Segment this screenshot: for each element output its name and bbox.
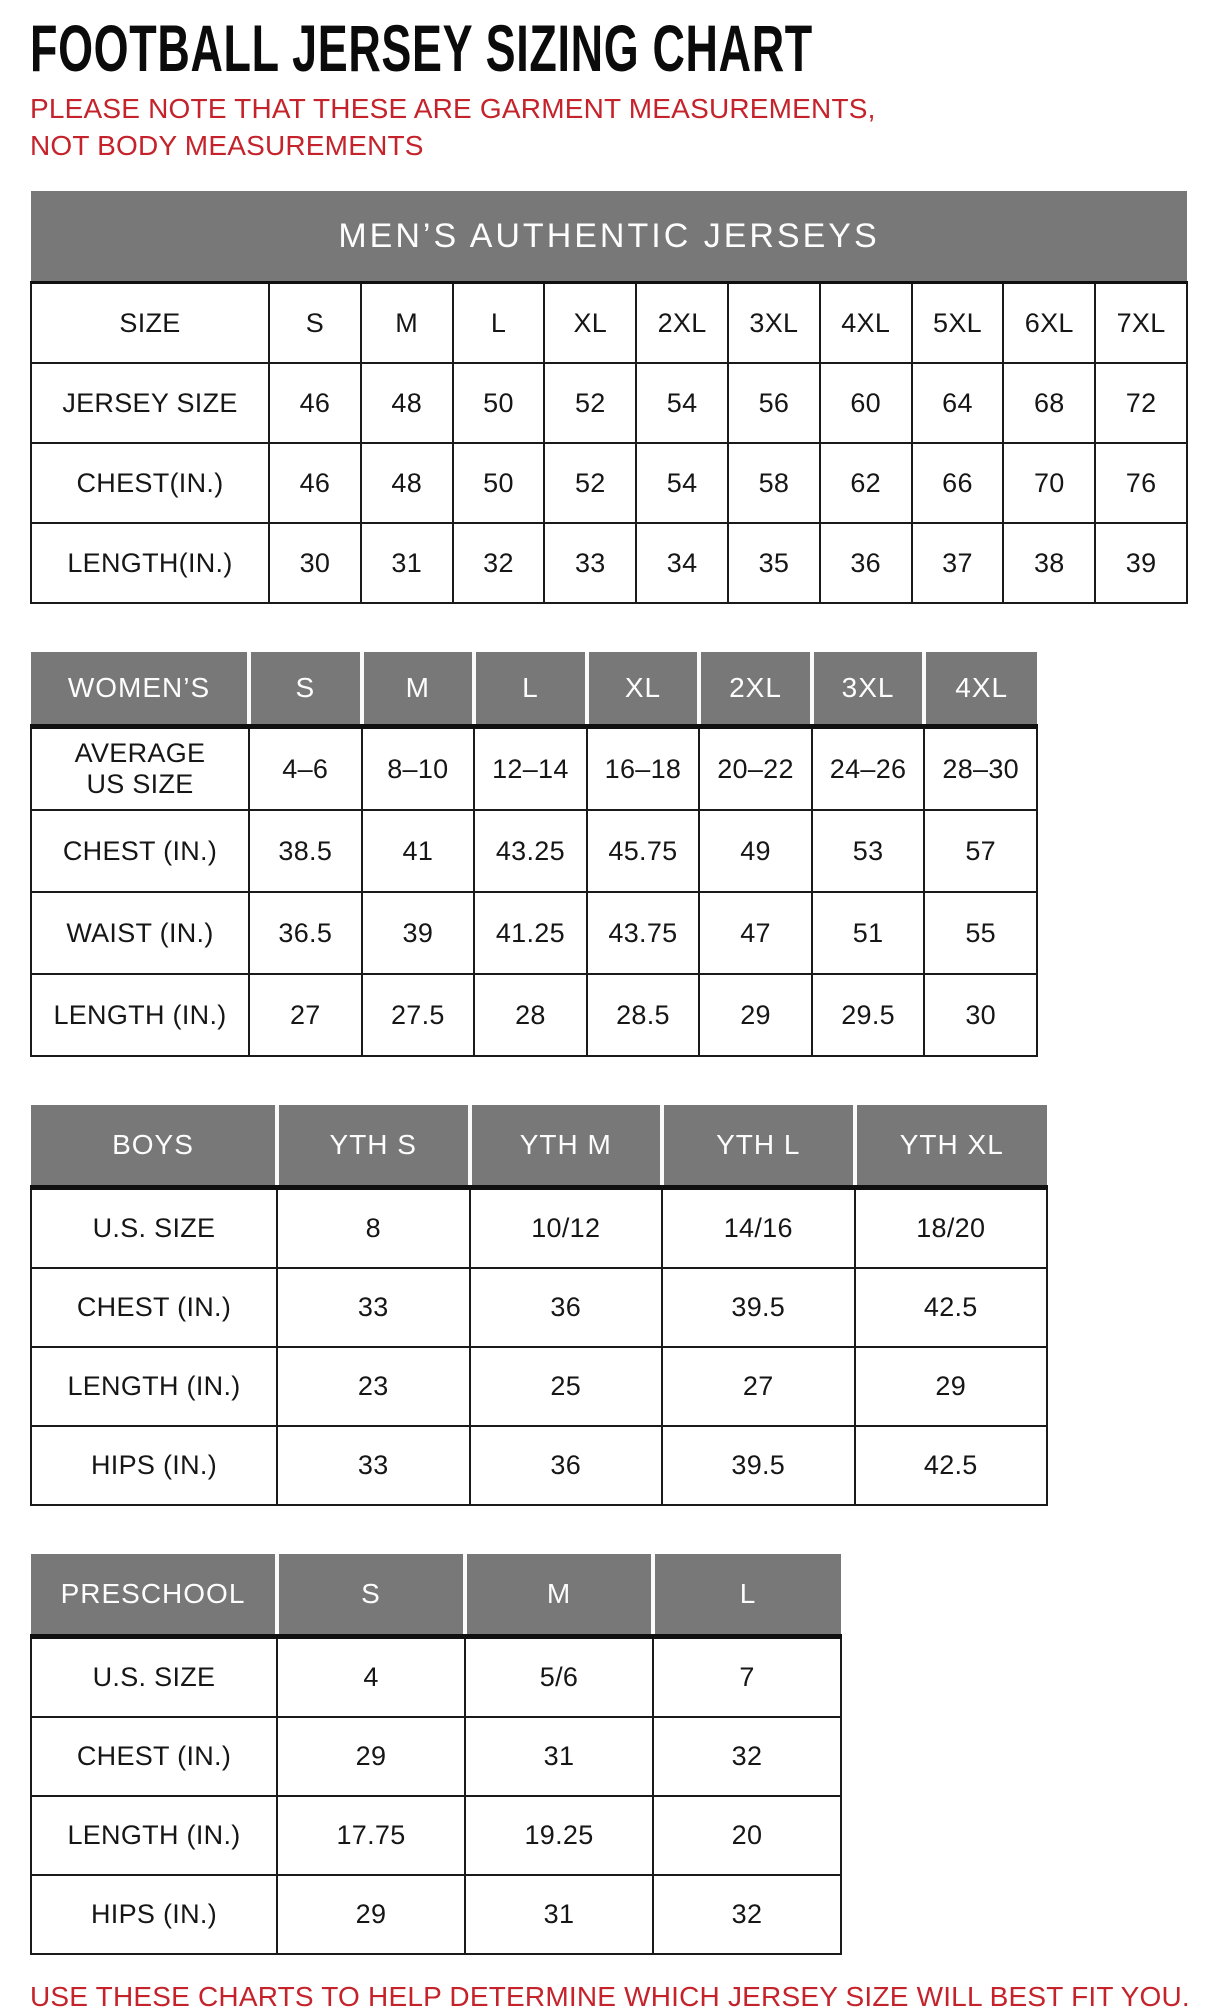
value-cell: 16–18 [587, 727, 700, 811]
table-row [31, 974, 1037, 1056]
table-row [31, 892, 1037, 974]
preschool-sizing-table [30, 1554, 842, 1955]
value-cell: 51 [812, 892, 925, 974]
value-cell: 36 [470, 1426, 663, 1505]
value-cell: 62 [820, 443, 912, 523]
value-cell: 36.5 [249, 892, 362, 974]
row-label-cell: JERSEY SIZE [31, 363, 269, 443]
value-cell: 48 [361, 363, 453, 443]
value-cell: 64 [912, 363, 1004, 443]
value-cell: 46 [269, 443, 361, 523]
value-cell: 29 [855, 1347, 1048, 1426]
value-cell: 36 [820, 523, 912, 603]
value-cell: 8–10 [362, 727, 475, 811]
table-header-row [31, 1554, 841, 1637]
value-cell: 38 [1003, 523, 1095, 603]
table-title-bar: MEN’S AUTHENTIC JERSEYS [31, 191, 1187, 283]
value-cell: 58 [728, 443, 820, 523]
value-cell: 5/6 [465, 1637, 653, 1718]
value-cell: 3XL [728, 283, 820, 364]
value-cell: 76 [1095, 443, 1187, 523]
column-header-cell: M [465, 1554, 653, 1637]
page-title [30, 11, 1190, 85]
value-cell: 27 [662, 1347, 855, 1426]
row-label-cell: CHEST(IN.) [31, 443, 269, 523]
table-row [31, 1188, 1047, 1269]
value-cell: S [269, 283, 361, 364]
table-row [31, 363, 1187, 443]
value-cell: 27 [249, 974, 362, 1056]
table-row [31, 443, 1187, 523]
value-cell: 14/16 [662, 1188, 855, 1269]
garment-measurement-note: PLEASE NOTE THAT THESE ARE GARMENT MEASUREMENTS, NOT BODY MEASUREMENTS [30, 93, 876, 162]
value-cell: 29 [699, 974, 812, 1056]
value-cell: 4XL [820, 283, 912, 364]
column-header-cell: S [277, 1554, 465, 1637]
row-label-cell: U.S. SIZE [31, 1188, 277, 1269]
value-cell: 17.75 [277, 1796, 465, 1875]
value-cell: 32 [453, 523, 545, 603]
row-label-cell: LENGTH (IN.) [31, 1796, 277, 1875]
value-cell: 43.25 [474, 810, 587, 892]
column-header-cell: 2XL [699, 652, 812, 727]
value-cell: 10/12 [470, 1188, 663, 1269]
column-header-cell: YTH S [277, 1105, 470, 1188]
table-row [31, 1796, 841, 1875]
value-cell: 4 [277, 1637, 465, 1718]
value-cell: 47 [699, 892, 812, 974]
value-cell: 32 [653, 1717, 841, 1796]
value-cell: 54 [636, 363, 728, 443]
value-cell: 24–26 [812, 727, 925, 811]
value-cell: 31 [465, 1875, 653, 1954]
value-cell: 7 [653, 1637, 841, 1718]
value-cell: 46 [269, 363, 361, 443]
value-cell: 52 [544, 363, 636, 443]
value-cell: 60 [820, 363, 912, 443]
row-label-cell: CHEST (IN.) [31, 1717, 277, 1796]
value-cell: 39 [362, 892, 475, 974]
value-cell: 52 [544, 443, 636, 523]
header-label-cell: WOMEN’S [31, 652, 249, 727]
value-cell: 66 [912, 443, 1004, 523]
column-header-cell: XL [587, 652, 700, 727]
value-cell: 33 [277, 1426, 470, 1505]
value-cell: XL [544, 283, 636, 364]
boys-sizing-table [30, 1105, 1048, 1506]
row-label-cell: LENGTH(IN.) [31, 523, 269, 603]
value-cell: 28–30 [924, 727, 1037, 811]
value-cell: 31 [465, 1717, 653, 1796]
value-cell: 4–6 [249, 727, 362, 811]
value-cell: 39 [1095, 523, 1187, 603]
value-cell: 30 [924, 974, 1037, 1056]
table-row [31, 1875, 841, 1954]
header-label-cell: BOYS [31, 1105, 277, 1188]
row-label-cell: HIPS (IN.) [31, 1426, 277, 1505]
value-cell: 19.25 [465, 1796, 653, 1875]
value-cell: 50 [453, 443, 545, 523]
value-cell: 20–22 [699, 727, 812, 811]
table-row [31, 1426, 1047, 1505]
value-cell: 39.5 [662, 1426, 855, 1505]
column-header-cell: L [474, 652, 587, 727]
value-cell: 33 [544, 523, 636, 603]
value-cell: M [361, 283, 453, 364]
mens-authentic-jerseys-table [30, 191, 1188, 604]
value-cell: 42.5 [855, 1268, 1048, 1347]
value-cell: 27.5 [362, 974, 475, 1056]
value-cell: 50 [453, 363, 545, 443]
value-cell: 2XL [636, 283, 728, 364]
value-cell: L [453, 283, 545, 364]
table-row [31, 1347, 1047, 1426]
column-header-cell: S [249, 652, 362, 727]
table-header-row [31, 1105, 1047, 1188]
value-cell: 29.5 [812, 974, 925, 1056]
value-cell: 36 [470, 1268, 663, 1347]
column-header-cell: YTH L [662, 1105, 855, 1188]
value-cell: 49 [699, 810, 812, 892]
value-cell: 70 [1003, 443, 1095, 523]
value-cell: 6XL [1003, 283, 1095, 364]
value-cell: 29 [277, 1875, 465, 1954]
table-row [31, 523, 1187, 603]
value-cell: 38.5 [249, 810, 362, 892]
value-cell: 34 [636, 523, 728, 603]
value-cell: 42.5 [855, 1426, 1048, 1505]
row-label-cell: U.S. SIZE [31, 1637, 277, 1718]
value-cell: 30 [269, 523, 361, 603]
value-cell: 43.75 [587, 892, 700, 974]
row-label-cell: HIPS (IN.) [31, 1875, 277, 1954]
column-header-cell: L [653, 1554, 841, 1637]
row-label-cell: LENGTH (IN.) [31, 1347, 277, 1426]
column-header-cell: 4XL [924, 652, 1037, 727]
row-label-cell: SIZE [31, 283, 269, 364]
value-cell: 68 [1003, 363, 1095, 443]
header-label-cell: PRESCHOOL [31, 1554, 277, 1637]
row-label-cell: WAIST (IN.) [31, 892, 249, 974]
value-cell: 18/20 [855, 1188, 1048, 1269]
value-cell: 28 [474, 974, 587, 1056]
value-cell: 57 [924, 810, 1037, 892]
column-header-cell: M [362, 652, 475, 727]
value-cell: 28.5 [587, 974, 700, 1056]
value-cell: 32 [653, 1875, 841, 1954]
value-cell: 54 [636, 443, 728, 523]
value-cell: 35 [728, 523, 820, 603]
value-cell: 39.5 [662, 1268, 855, 1347]
row-label-cell: LENGTH (IN.) [31, 974, 249, 1056]
table-row [31, 727, 1037, 811]
column-header-cell: YTH M [470, 1105, 663, 1188]
value-cell: 29 [277, 1717, 465, 1796]
value-cell: 41 [362, 810, 475, 892]
value-cell: 20 [653, 1796, 841, 1875]
value-cell: 41.25 [474, 892, 587, 974]
table-header-row [31, 652, 1037, 727]
footer-note: USE THESE CHARTS TO HELP DETERMINE WHICH JERSEY SIZE WILL BEST FIT YOU. [30, 1981, 1190, 2013]
table-row [31, 1268, 1047, 1347]
table-row [31, 1717, 841, 1796]
value-cell: 8 [277, 1188, 470, 1269]
table-title-row [31, 191, 1187, 283]
value-cell: 33 [277, 1268, 470, 1347]
table-row [31, 810, 1037, 892]
value-cell: 7XL [1095, 283, 1187, 364]
row-label-cell: CHEST (IN.) [31, 1268, 277, 1347]
table-row [31, 1637, 841, 1718]
row-label-cell: AVERAGE US SIZE [31, 727, 249, 811]
row-label-cell: CHEST (IN.) [31, 810, 249, 892]
value-cell: 55 [924, 892, 1037, 974]
value-cell: 5XL [912, 283, 1004, 364]
womens-sizing-table [30, 652, 1038, 1057]
column-header-cell: YTH XL [855, 1105, 1048, 1188]
value-cell: 25 [470, 1347, 663, 1426]
value-cell: 31 [361, 523, 453, 603]
value-cell: 23 [277, 1347, 470, 1426]
table-row [31, 283, 1187, 364]
page-title-text: FOOTBALL JERSEY SIZING CHART [30, 11, 813, 85]
value-cell: 12–14 [474, 727, 587, 811]
value-cell: 45.75 [587, 810, 700, 892]
value-cell: 56 [728, 363, 820, 443]
value-cell: 37 [912, 523, 1004, 603]
value-cell: 72 [1095, 363, 1187, 443]
column-header-cell: 3XL [812, 652, 925, 727]
value-cell: 48 [361, 443, 453, 523]
value-cell: 53 [812, 810, 925, 892]
